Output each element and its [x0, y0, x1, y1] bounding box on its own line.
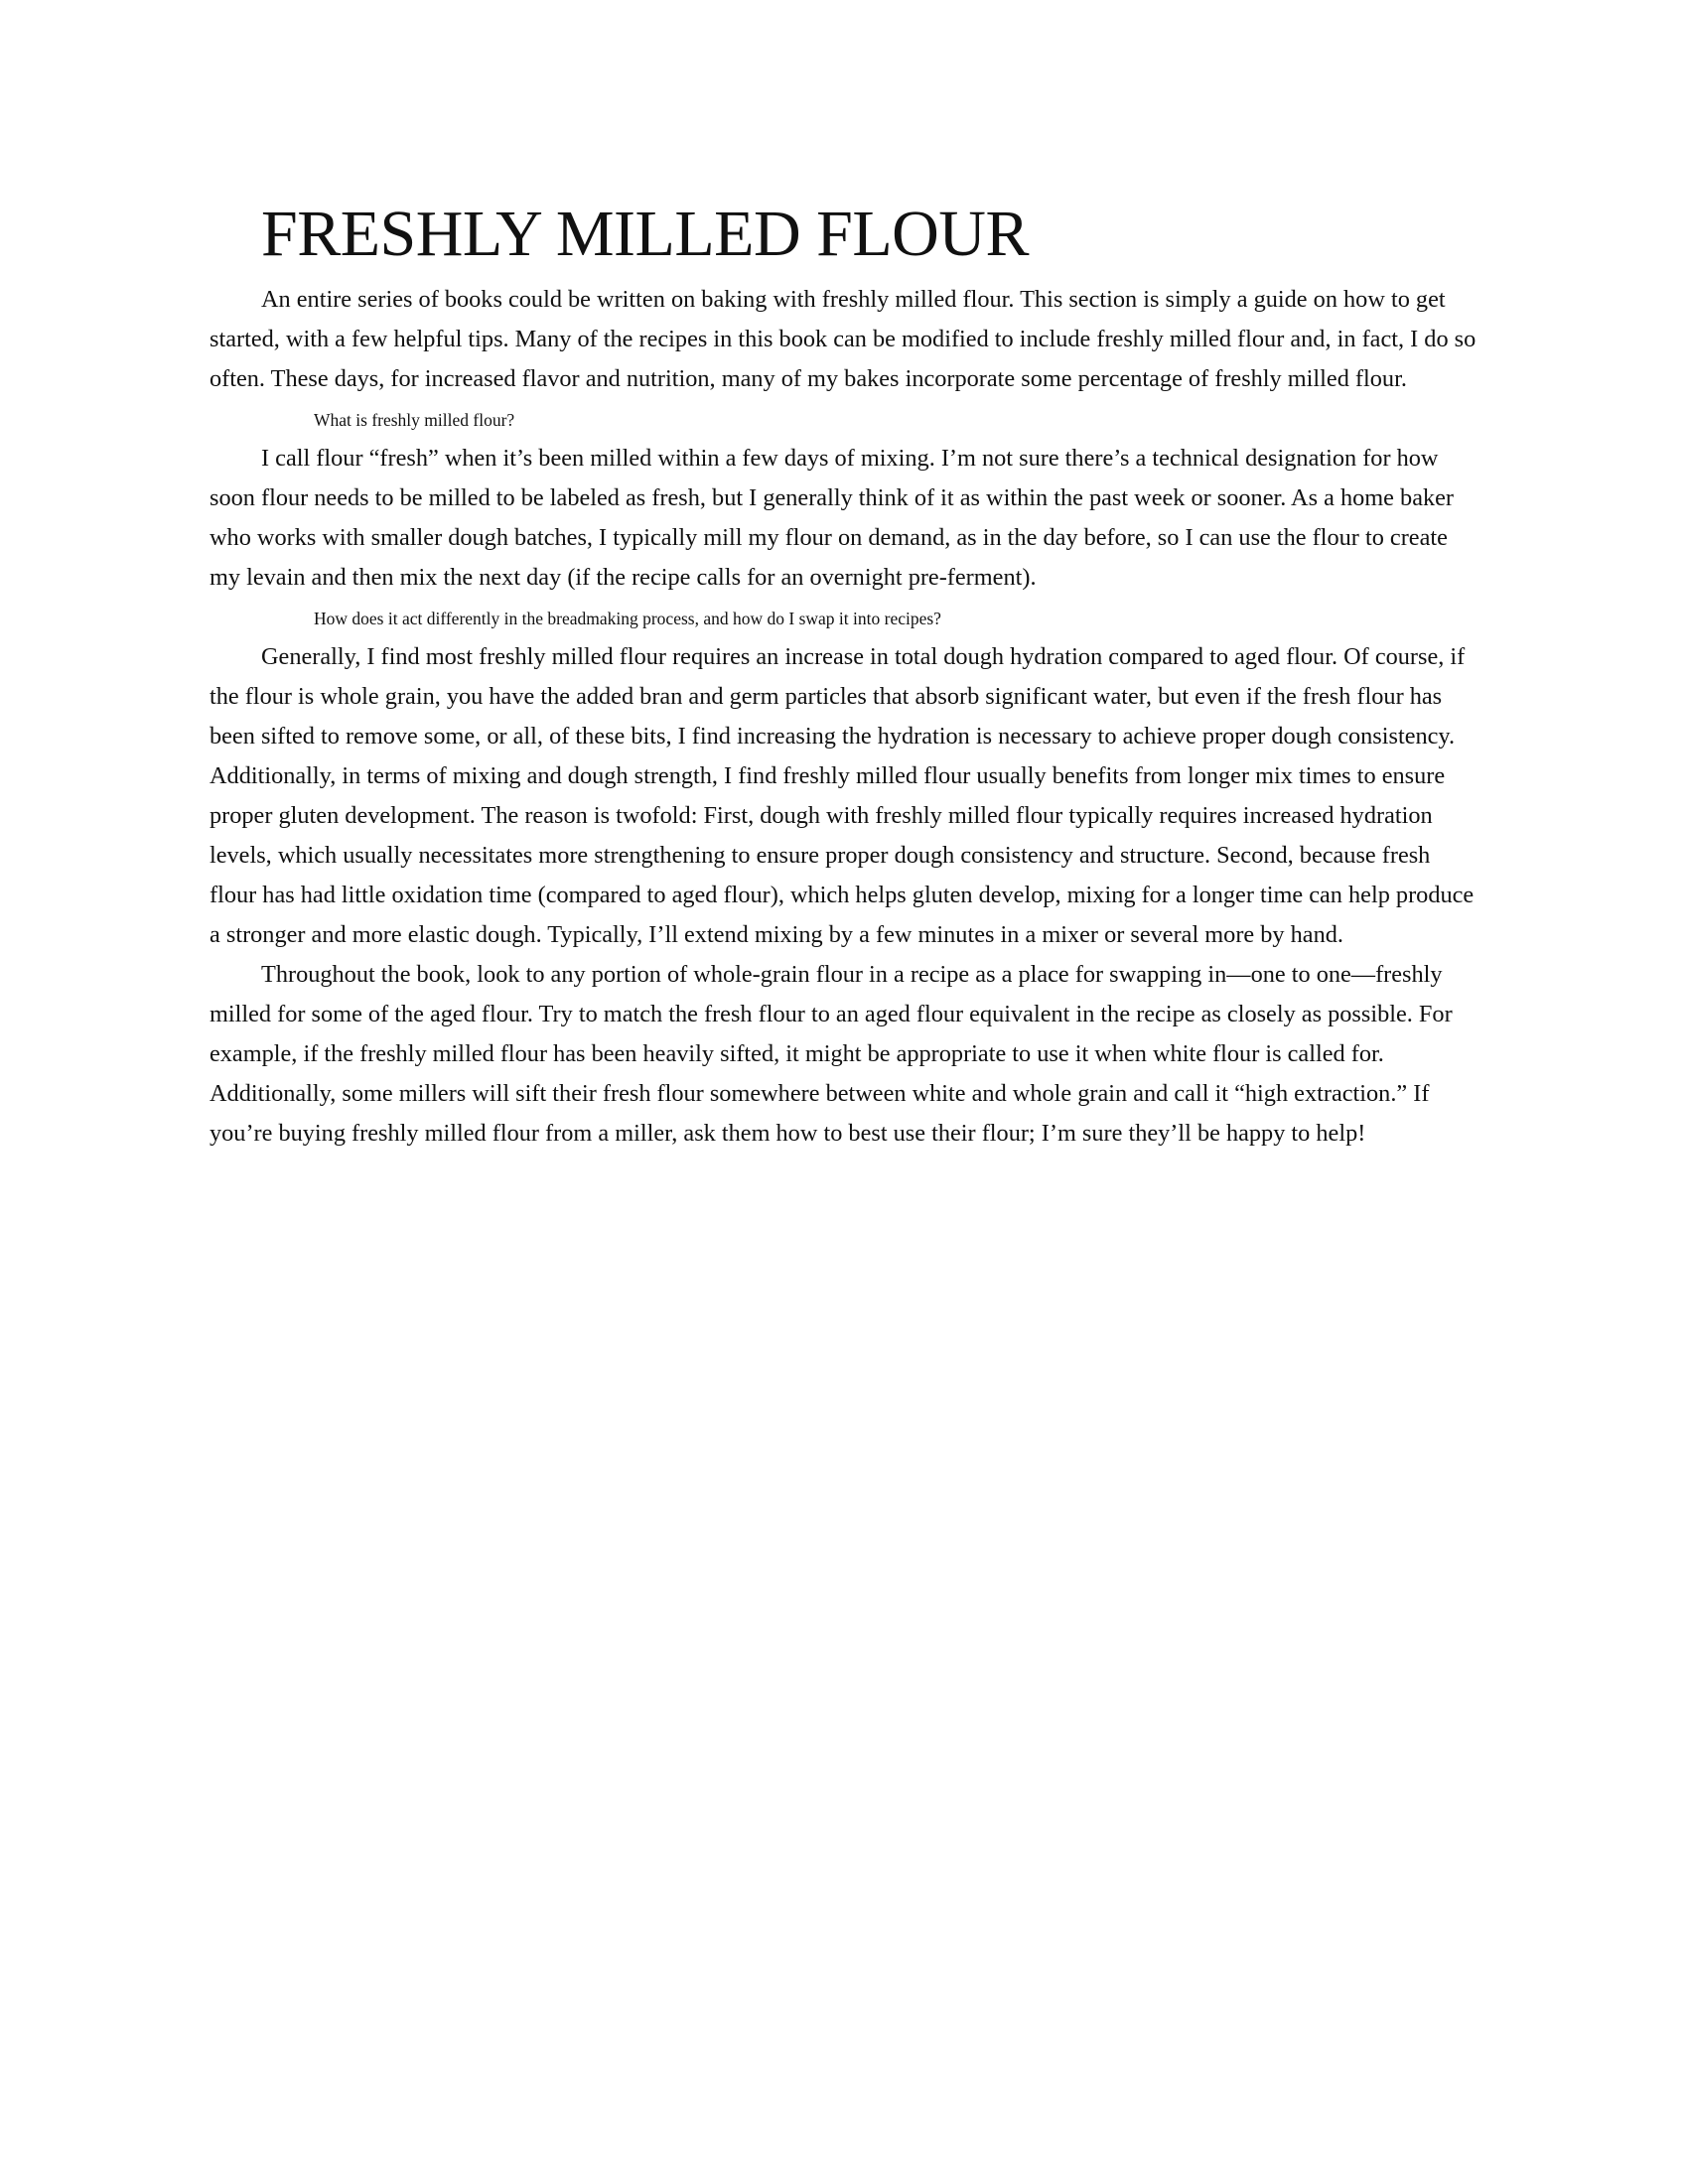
- paragraph-swapping: Throughout the book, look to any portion of whole-grain flour in a recipe as a place for swapping in—one to one—freshly milled for some of the aged flour. Try to match the fresh flour to an aged flour equivalent in the recipe as closely as possible. For example, if the freshly milled flour has been heavily sifted, it might be appropriate to use it when white flour is called for. Additionally, some millers will sift their fresh flour somewhere between white and whole grain and call it “high extraction.” If you’re buying freshly milled flour from a miller, ask them how to best use their flour; I’m sure they’ll be happy to help!: [210, 961, 1453, 1147]
- document-page: [210, 195, 1480, 1154]
- paragraph-what-is: I call flour “fresh” when it’s been milled within a few days of mixing. I’m not sure there’s a technical designation for how soon flour needs to be milled to be labeled as fresh, but I generally think of it as within the past week or sooner. As a home baker who works with smaller dough batches, I typically mill my flour on demand, as in the day before, so I can use the flour to create my levain and then mix the next day (if the recipe calls for an overnight pre-ferment).: [210, 445, 1454, 591]
- page-title: FRESHLY MILLED FLOUR: [261, 198, 1029, 270]
- intro-paragraph: An entire series of books could be written on baking with freshly milled flour. This section is simply a guide on how to get started, with a few helpful tips. Many of the recipes in this book can be modified to include freshly milled flour and, in fact, I do so often. These days, for increased flavor and nutrition, many of my bakes incorporate some percentage of freshly milled flour.: [210, 286, 1477, 392]
- paragraph-hydration: Generally, I find most freshly milled flour requires an increase in total dough hydration compared to aged flour. Of course, if the flour is whole grain, you have the added bran and germ particles that absorb significant water, but even if the fresh flour has been sifted to remove some, or all, of these bits, I find increasing the hydration is necessary to achieve proper dough consistency. Additionally, in terms of mixing and dough strength, I find freshly milled flour usually benefits from longer mix times to ensure proper gluten development. The reason is twofold: First, dough with freshly milled flour typically requires increased hydration levels, which usually necessitates more strengthening to ensure proper dough consistency and structure. Second, because fresh flour has had little oxidation time (compared to aged flour), which helps gluten develop, mixing for a longer time can help produce a stronger and more elastic dough. Typically, I’ll extend mixing by a few minutes in a mixer or several more by hand.: [210, 643, 1475, 948]
- subheading-what-is: What is freshly milled flour?: [314, 410, 515, 430]
- subheading-how-does-it-act: How does it act differently in the breadmaking process, and how do I swap it into recipes?: [314, 609, 941, 628]
